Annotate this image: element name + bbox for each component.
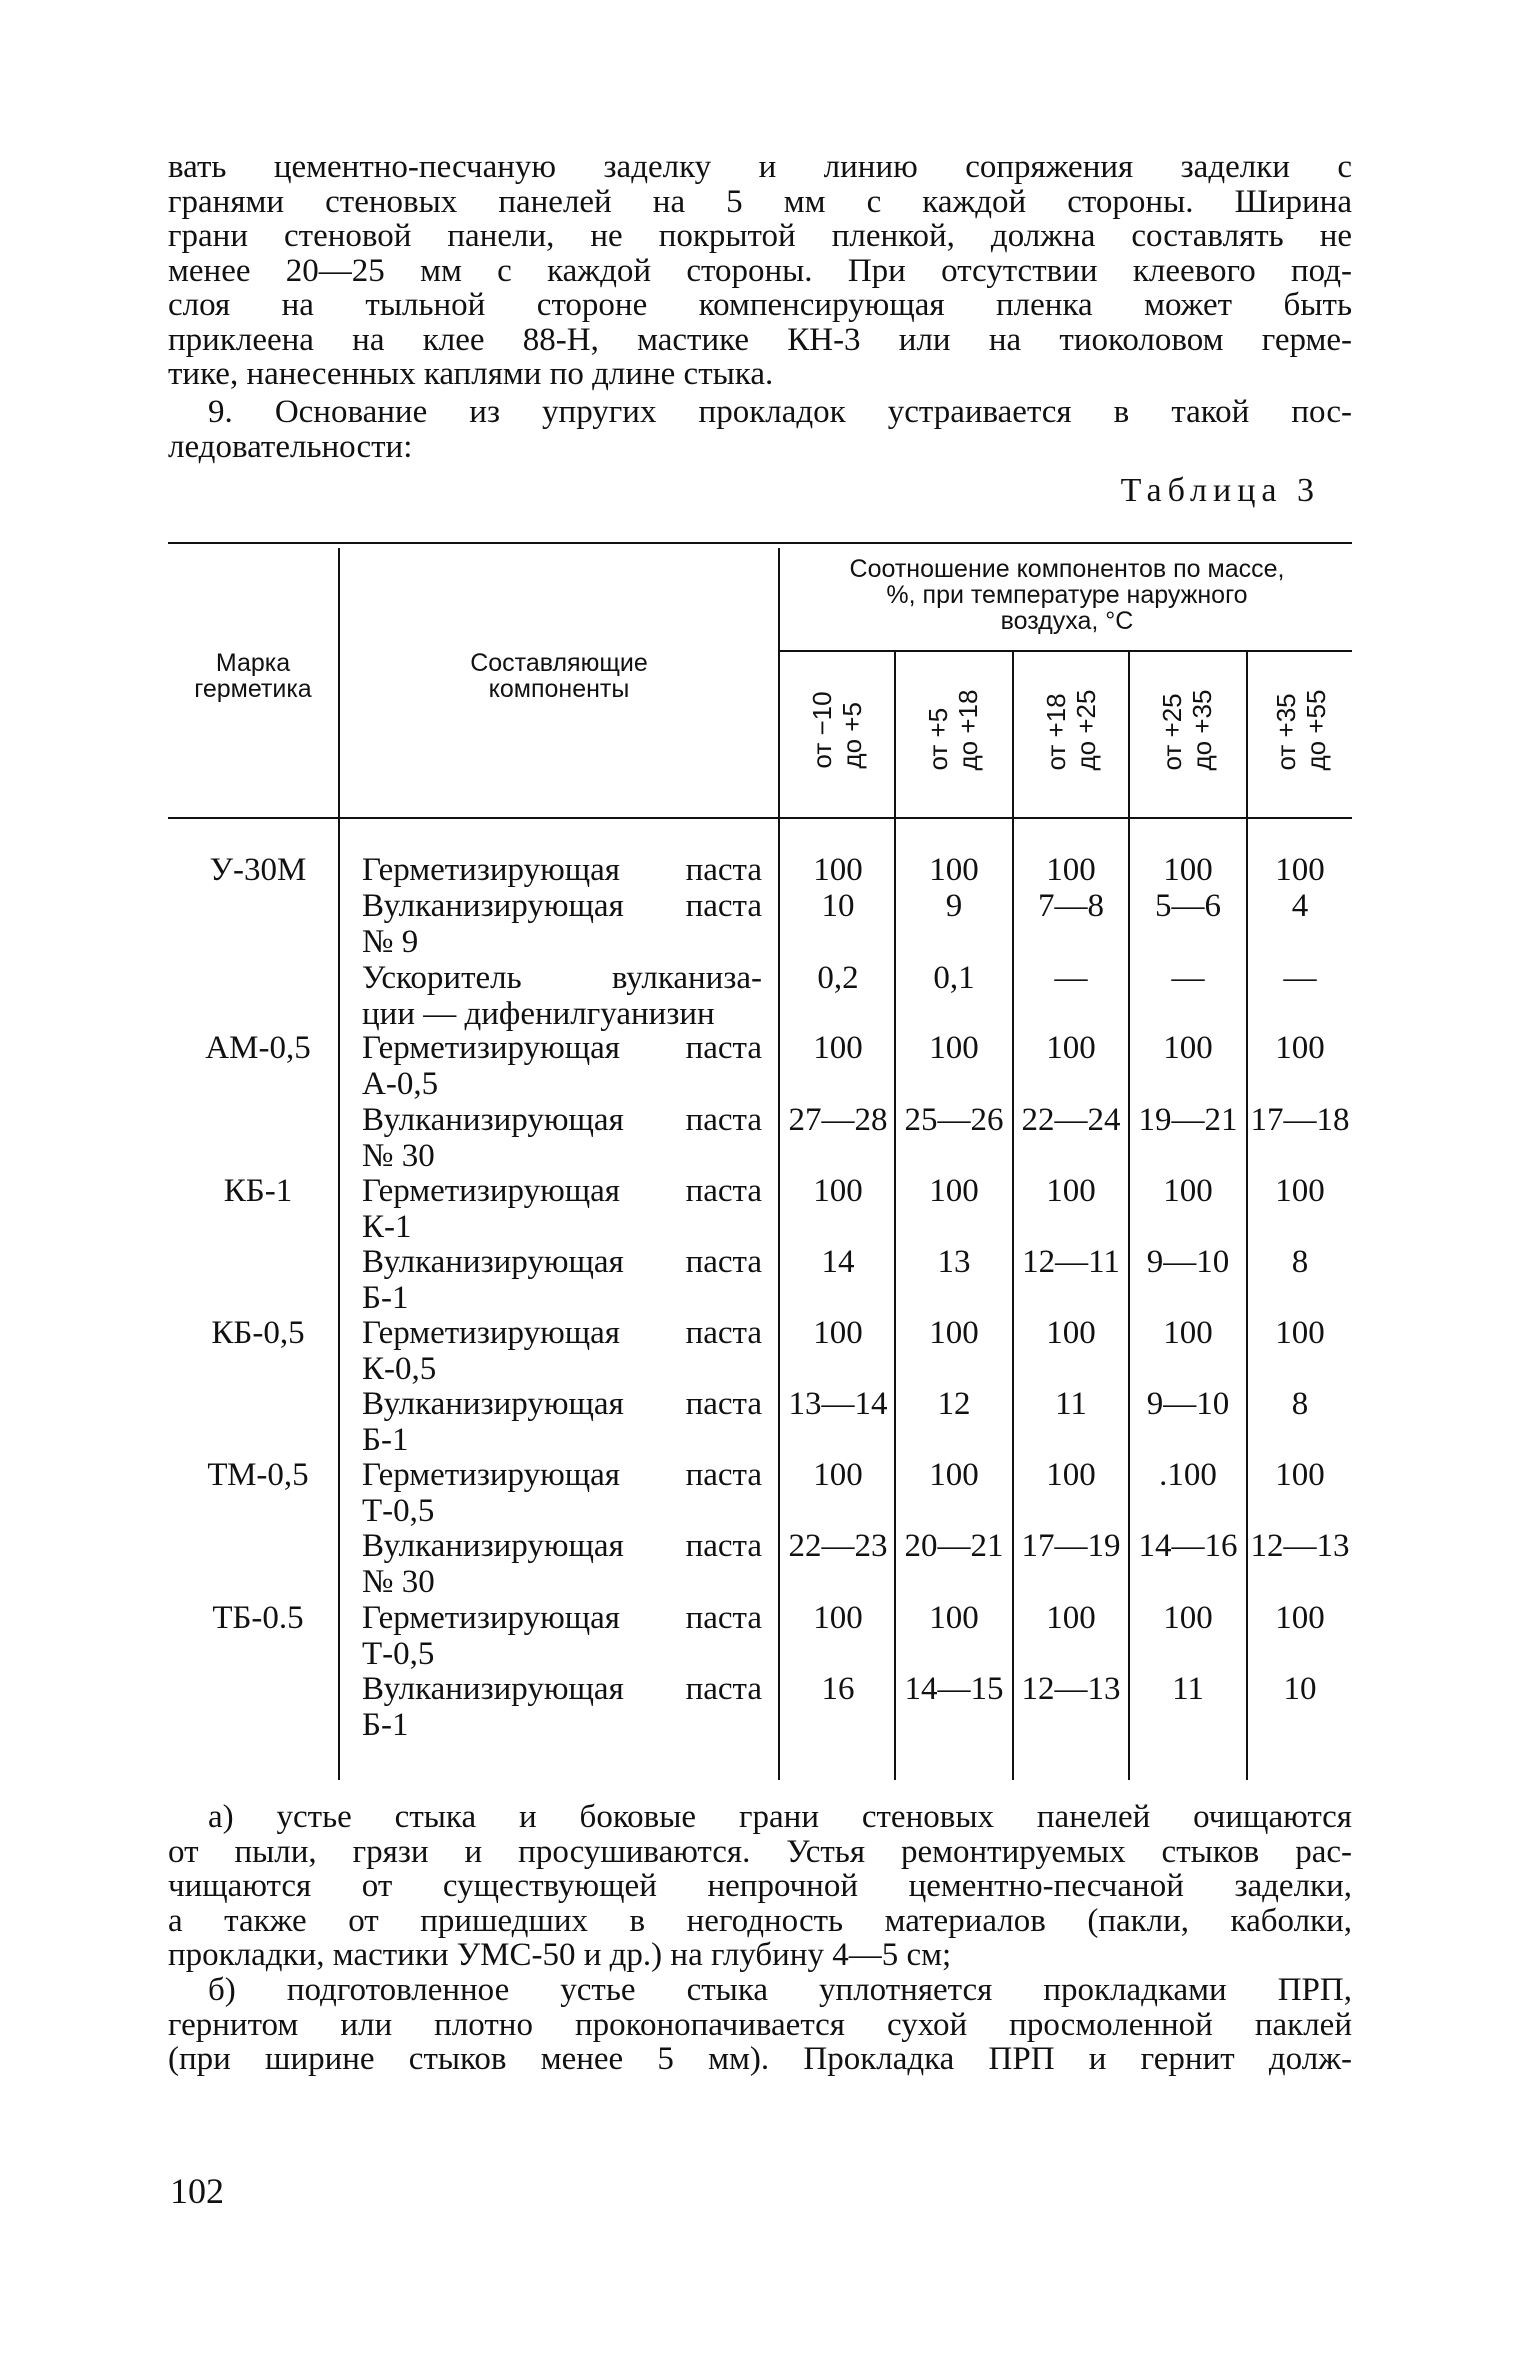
component-line: Герметизирующая паста: [362, 1315, 762, 1351]
b-line: гернитом или плотно проконопачивается сухой просмоленной паклей: [168, 2006, 1352, 2043]
header-mark-line: герметика: [194, 675, 312, 703]
row-value: 100: [1275, 1600, 1325, 1636]
header-ratio-line: %, при температуре наружного: [886, 581, 1248, 609]
row-component: [362, 852, 762, 888]
intro-line: грани стеновой панели, не покрытой пленкой, должна составлять не: [168, 218, 1352, 254]
row-component: [362, 1315, 762, 1387]
header-ratio: [782, 556, 1352, 634]
intro-line: слоя на тыльной стороне компенсирующая пленка может быть: [168, 287, 1352, 323]
header-mark: [170, 650, 336, 702]
paragraph-b: [168, 1973, 1352, 2077]
component-line: А-0,5: [362, 1066, 439, 1102]
row-mark: ТБ-0.5: [212, 1600, 304, 1636]
intro-line: гранями стеновых панелей на 5 мм с каждой стороны. Ширина: [168, 183, 1352, 220]
a-line: а) устье стыка и боковые грани стеновых панелей очищаются: [208, 1799, 1352, 1835]
row-value: 22—23: [788, 1528, 888, 1564]
temp-to: до +25: [1071, 689, 1101, 771]
row-value: 100: [1163, 1173, 1213, 1209]
component-line: Вулканизирующая паста: [362, 1528, 762, 1564]
row-mark: КБ-1: [223, 1173, 293, 1209]
component-line: Вулканизирующая паста: [362, 1671, 762, 1707]
row-value: 100: [813, 1600, 863, 1636]
row-mark: АМ-0,5: [205, 1030, 311, 1066]
table-caption: Таблица 3: [1120, 472, 1320, 509]
row-value: 100: [1163, 852, 1213, 888]
row-value: 100: [929, 1030, 979, 1066]
temp-from: от +18: [1041, 693, 1071, 771]
component-line: К-0,5: [362, 1351, 437, 1387]
row-value: 100: [929, 1600, 979, 1636]
row-value: 100: [1275, 1173, 1325, 1209]
temp-header-1: [792, 640, 882, 820]
a-line: чищаются от существующей непрочной цементно-песчаной заделки,: [168, 1868, 1352, 1904]
row-value: 12—11: [1022, 1244, 1120, 1280]
row-mark: У-30М: [209, 852, 307, 888]
temp-to: до +35: [1187, 689, 1217, 771]
row-value: 20—21: [904, 1528, 1004, 1564]
row-value: 100: [1046, 1457, 1096, 1493]
row-value: 100: [1163, 1315, 1213, 1351]
row-component: [362, 1457, 762, 1529]
page-number: 102: [170, 2171, 224, 2211]
row-value: 100: [1275, 1315, 1325, 1351]
component-line: Вулканизирующая паста: [362, 1102, 762, 1138]
component-line: Вулканизирующая паста: [362, 1244, 762, 1280]
component-line: Б-1: [362, 1707, 409, 1743]
temp-to: до +55: [1301, 689, 1331, 771]
header-ratio-line: Соотношение компонентов по массе,: [849, 555, 1285, 583]
row-component: [362, 960, 762, 1032]
row-value: —: [1283, 960, 1317, 996]
row-value: —: [1171, 960, 1205, 996]
col-rule: [338, 548, 340, 1780]
row-value: 9—10: [1146, 1244, 1230, 1280]
col-rule: [778, 548, 780, 1780]
row-value: 8: [1291, 1244, 1309, 1280]
row-value: 100: [929, 1457, 979, 1493]
row-value: 9: [945, 888, 963, 924]
row-value: 19—21: [1138, 1102, 1238, 1138]
temp-from: от −10: [807, 691, 837, 769]
row-value: 13: [937, 1244, 971, 1280]
row-value: 100: [813, 1315, 863, 1351]
component-line: Б-1: [362, 1422, 409, 1458]
b-line: б) подготовленное устье стыка уплотняется прокладками ПРП,: [208, 1972, 1352, 2008]
temp-header-2: [908, 640, 998, 820]
row-value: 12: [937, 1386, 971, 1422]
row-value: 16: [821, 1671, 855, 1707]
row-mark: КБ-0,5: [211, 1315, 305, 1351]
row-value: 100: [813, 852, 863, 888]
component-line: Ускоритель вулканиза-: [362, 960, 762, 996]
row-component: [362, 1671, 762, 1743]
temp-header-5: [1256, 640, 1346, 820]
row-value: 11: [1172, 1671, 1204, 1707]
row-value: 100: [1046, 1173, 1096, 1209]
component-line: Т-0,5: [362, 1493, 435, 1529]
row-value: 17—19: [1021, 1528, 1121, 1564]
b-line: (при ширине стыков менее 5 мм). Прокладка ПРП и гернит долж-: [168, 2041, 1352, 2077]
row-value: 12—13: [1250, 1528, 1350, 1564]
row-value: 100: [1275, 1030, 1325, 1066]
component-line: К-1: [362, 1209, 412, 1245]
row-value: 14: [821, 1244, 855, 1280]
row-value: 13—14: [788, 1386, 888, 1422]
row-value: 100: [813, 1457, 863, 1493]
row-value: 17—18: [1250, 1102, 1350, 1138]
row-value: 100: [1275, 852, 1325, 888]
row-component: [362, 1244, 762, 1316]
component-line: Герметизирующая паста: [362, 1600, 762, 1636]
a-line: а также от пришедших в негодность материалов (пакли, каболки,: [168, 1902, 1352, 1939]
paragraph-9: [168, 395, 1352, 464]
row-component: [362, 1528, 762, 1600]
row-value: .100: [1159, 1457, 1217, 1493]
row-value: 5—6: [1155, 888, 1221, 924]
paragraph-a: [168, 1800, 1352, 1973]
temp-from: от +25: [1157, 693, 1187, 771]
component-line: Герметизирующая паста: [362, 1457, 762, 1493]
component-line: № 9: [362, 924, 419, 960]
row-component: [362, 1030, 762, 1102]
component-line: № 30: [362, 1564, 435, 1600]
row-value: 100: [1046, 852, 1096, 888]
temp-to: до +18: [953, 689, 983, 771]
row-value: 100: [1046, 1600, 1096, 1636]
row-mark: ТМ-0,5: [207, 1457, 309, 1493]
temp-header-4: [1142, 640, 1232, 820]
row-value: 10: [821, 888, 855, 924]
component-line: Вулканизирующая паста: [362, 888, 762, 924]
header-components-line: Составляющие: [470, 649, 648, 677]
a-line: от пыли, грязи и просушиваются. Устья ремонтируемых стыков рас-: [168, 1833, 1352, 1870]
temp-from: от +5: [923, 707, 953, 771]
row-component: [362, 1173, 762, 1245]
component-line: Герметизирующая паста: [362, 852, 762, 888]
row-value: 100: [1275, 1457, 1325, 1493]
component-line: Вулканизирующая паста: [362, 1386, 762, 1422]
row-value: 14—15: [904, 1671, 1004, 1707]
row-value: 0,2: [817, 960, 859, 996]
row-component: [362, 1102, 762, 1174]
header-ratio-line: воздуха, °С: [1000, 607, 1134, 635]
header-components: [342, 650, 776, 702]
row-value: 27—28: [788, 1102, 888, 1138]
component-line: № 30: [362, 1138, 435, 1174]
a-line: прокладки, мастики УМС-50 и др.) на глубину 4—5 см;: [168, 1937, 952, 1973]
row-value: 25—26: [904, 1102, 1004, 1138]
intro-line: менее 20—25 мм с каждой стороны. При отсутствии клеевого под-: [168, 252, 1352, 289]
header-mark-line: Марка: [215, 649, 291, 677]
row-value: 7—8: [1038, 888, 1104, 924]
row-value: 100: [929, 1315, 979, 1351]
temp-header-3: [1026, 640, 1116, 820]
row-value: 4: [1291, 888, 1309, 924]
row-value: 100: [813, 1030, 863, 1066]
p9-line: 9. Основание из упругих прокладок устраивается в такой пос-: [208, 394, 1352, 430]
intro-line: приклеена на клее 88-Н, мастике КН-3 или на тиоколовом герме-: [168, 321, 1352, 358]
row-value: 0,1: [933, 960, 975, 996]
intro-paragraph: [168, 150, 1352, 392]
row-value: —: [1054, 960, 1088, 996]
row-value: 14—16: [1138, 1528, 1238, 1564]
component-line: Герметизирующая паста: [362, 1030, 762, 1066]
component-line: ции — дифенилгуанизин: [362, 996, 715, 1032]
row-value: 12—13: [1021, 1671, 1121, 1707]
row-component: [362, 1386, 762, 1458]
row-value: 100: [1046, 1030, 1096, 1066]
row-value: 10: [1283, 1671, 1317, 1707]
row-value: 100: [929, 1173, 979, 1209]
intro-line: тике, нанесенных каплями по длине стыка.: [168, 356, 774, 392]
temp-to: до +5: [837, 702, 867, 769]
component-line: Б-1: [362, 1280, 409, 1316]
row-value: 100: [1163, 1600, 1213, 1636]
row-value: 22—24: [1021, 1102, 1121, 1138]
intro-line: вать цементно-песчаную заделку и линию сопряжения заделки с: [168, 149, 1352, 185]
row-value: 8: [1291, 1386, 1309, 1422]
component-line: Герметизирующая паста: [362, 1173, 762, 1209]
row-value: 100: [1163, 1030, 1213, 1066]
header-components-line: компоненты: [488, 675, 630, 703]
p9-line: ледовательности:: [168, 428, 413, 465]
table-top-rule: [168, 542, 1352, 544]
row-component: [362, 1600, 762, 1672]
component-line: Т-0,5: [362, 1636, 435, 1672]
row-component: [362, 888, 762, 960]
temp-from: от +35: [1271, 693, 1301, 771]
row-value: 100: [813, 1173, 863, 1209]
row-value: 11: [1055, 1386, 1087, 1422]
row-value: 100: [1046, 1315, 1096, 1351]
row-value: 9—10: [1146, 1386, 1230, 1422]
row-value: 100: [929, 852, 979, 888]
